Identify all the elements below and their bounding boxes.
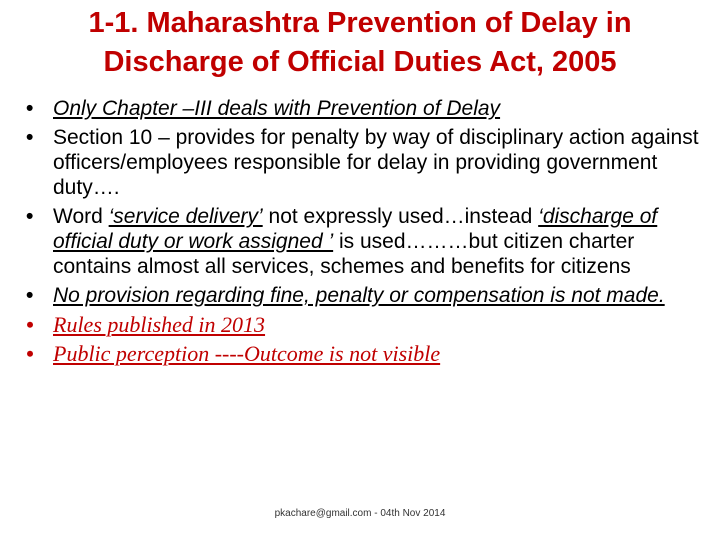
bullet-section-10 (26, 125, 710, 200)
bullet-text-pre: Word (53, 205, 109, 228)
bullet-chapter-iii (26, 96, 710, 121)
bullet-rules-published (26, 312, 710, 337)
bullet-no-provision (26, 283, 710, 308)
slide-title (20, 4, 700, 82)
bullet-text: Only Chapter –III deals with Prevention of Delay (53, 97, 501, 120)
title-line-1: 1-1. Maharashtra Prevention of Delay in (88, 7, 632, 39)
bullet-dot-icon: • (26, 205, 34, 228)
bullet-dot-icon: • (26, 126, 34, 149)
bullet-service-delivery (26, 204, 710, 279)
slide-footer: pkachare@gmail.com - 04th Nov 2014 (274, 508, 446, 519)
bullet-list (26, 96, 710, 366)
bullet-text: Section 10 – provides for penalty by way of disciplinary action against officers/employees responsible for delay in providing government duty…. (53, 126, 699, 199)
bullet-text: No provision regarding fine, penalty or compensation is not made. (53, 284, 665, 307)
bullet-emphasis-discharge: ‘discharge of official duty or work assigned ’ (53, 205, 658, 253)
bullet-dot-icon: • (26, 97, 34, 120)
bullet-public-perception (26, 341, 710, 366)
bullet-text-mid: not expressly used…instead (262, 205, 539, 228)
bullet-emphasis-service-delivery: ‘service delivery’ (108, 205, 263, 228)
bullet-text: Public perception ----Outcome is not visible (53, 341, 441, 366)
bullet-text-post: is used………but citizen charter contains almost all services, schemes and benefits for citizens (53, 230, 635, 278)
bullet-dot-icon: • (26, 312, 34, 337)
bullet-dot-icon: • (26, 284, 34, 307)
title-line-2: Discharge of Official Duties Act, 2005 (103, 46, 617, 78)
bullet-dot-icon: • (26, 341, 34, 366)
bullet-text: Rules published in 2013 (53, 312, 266, 337)
